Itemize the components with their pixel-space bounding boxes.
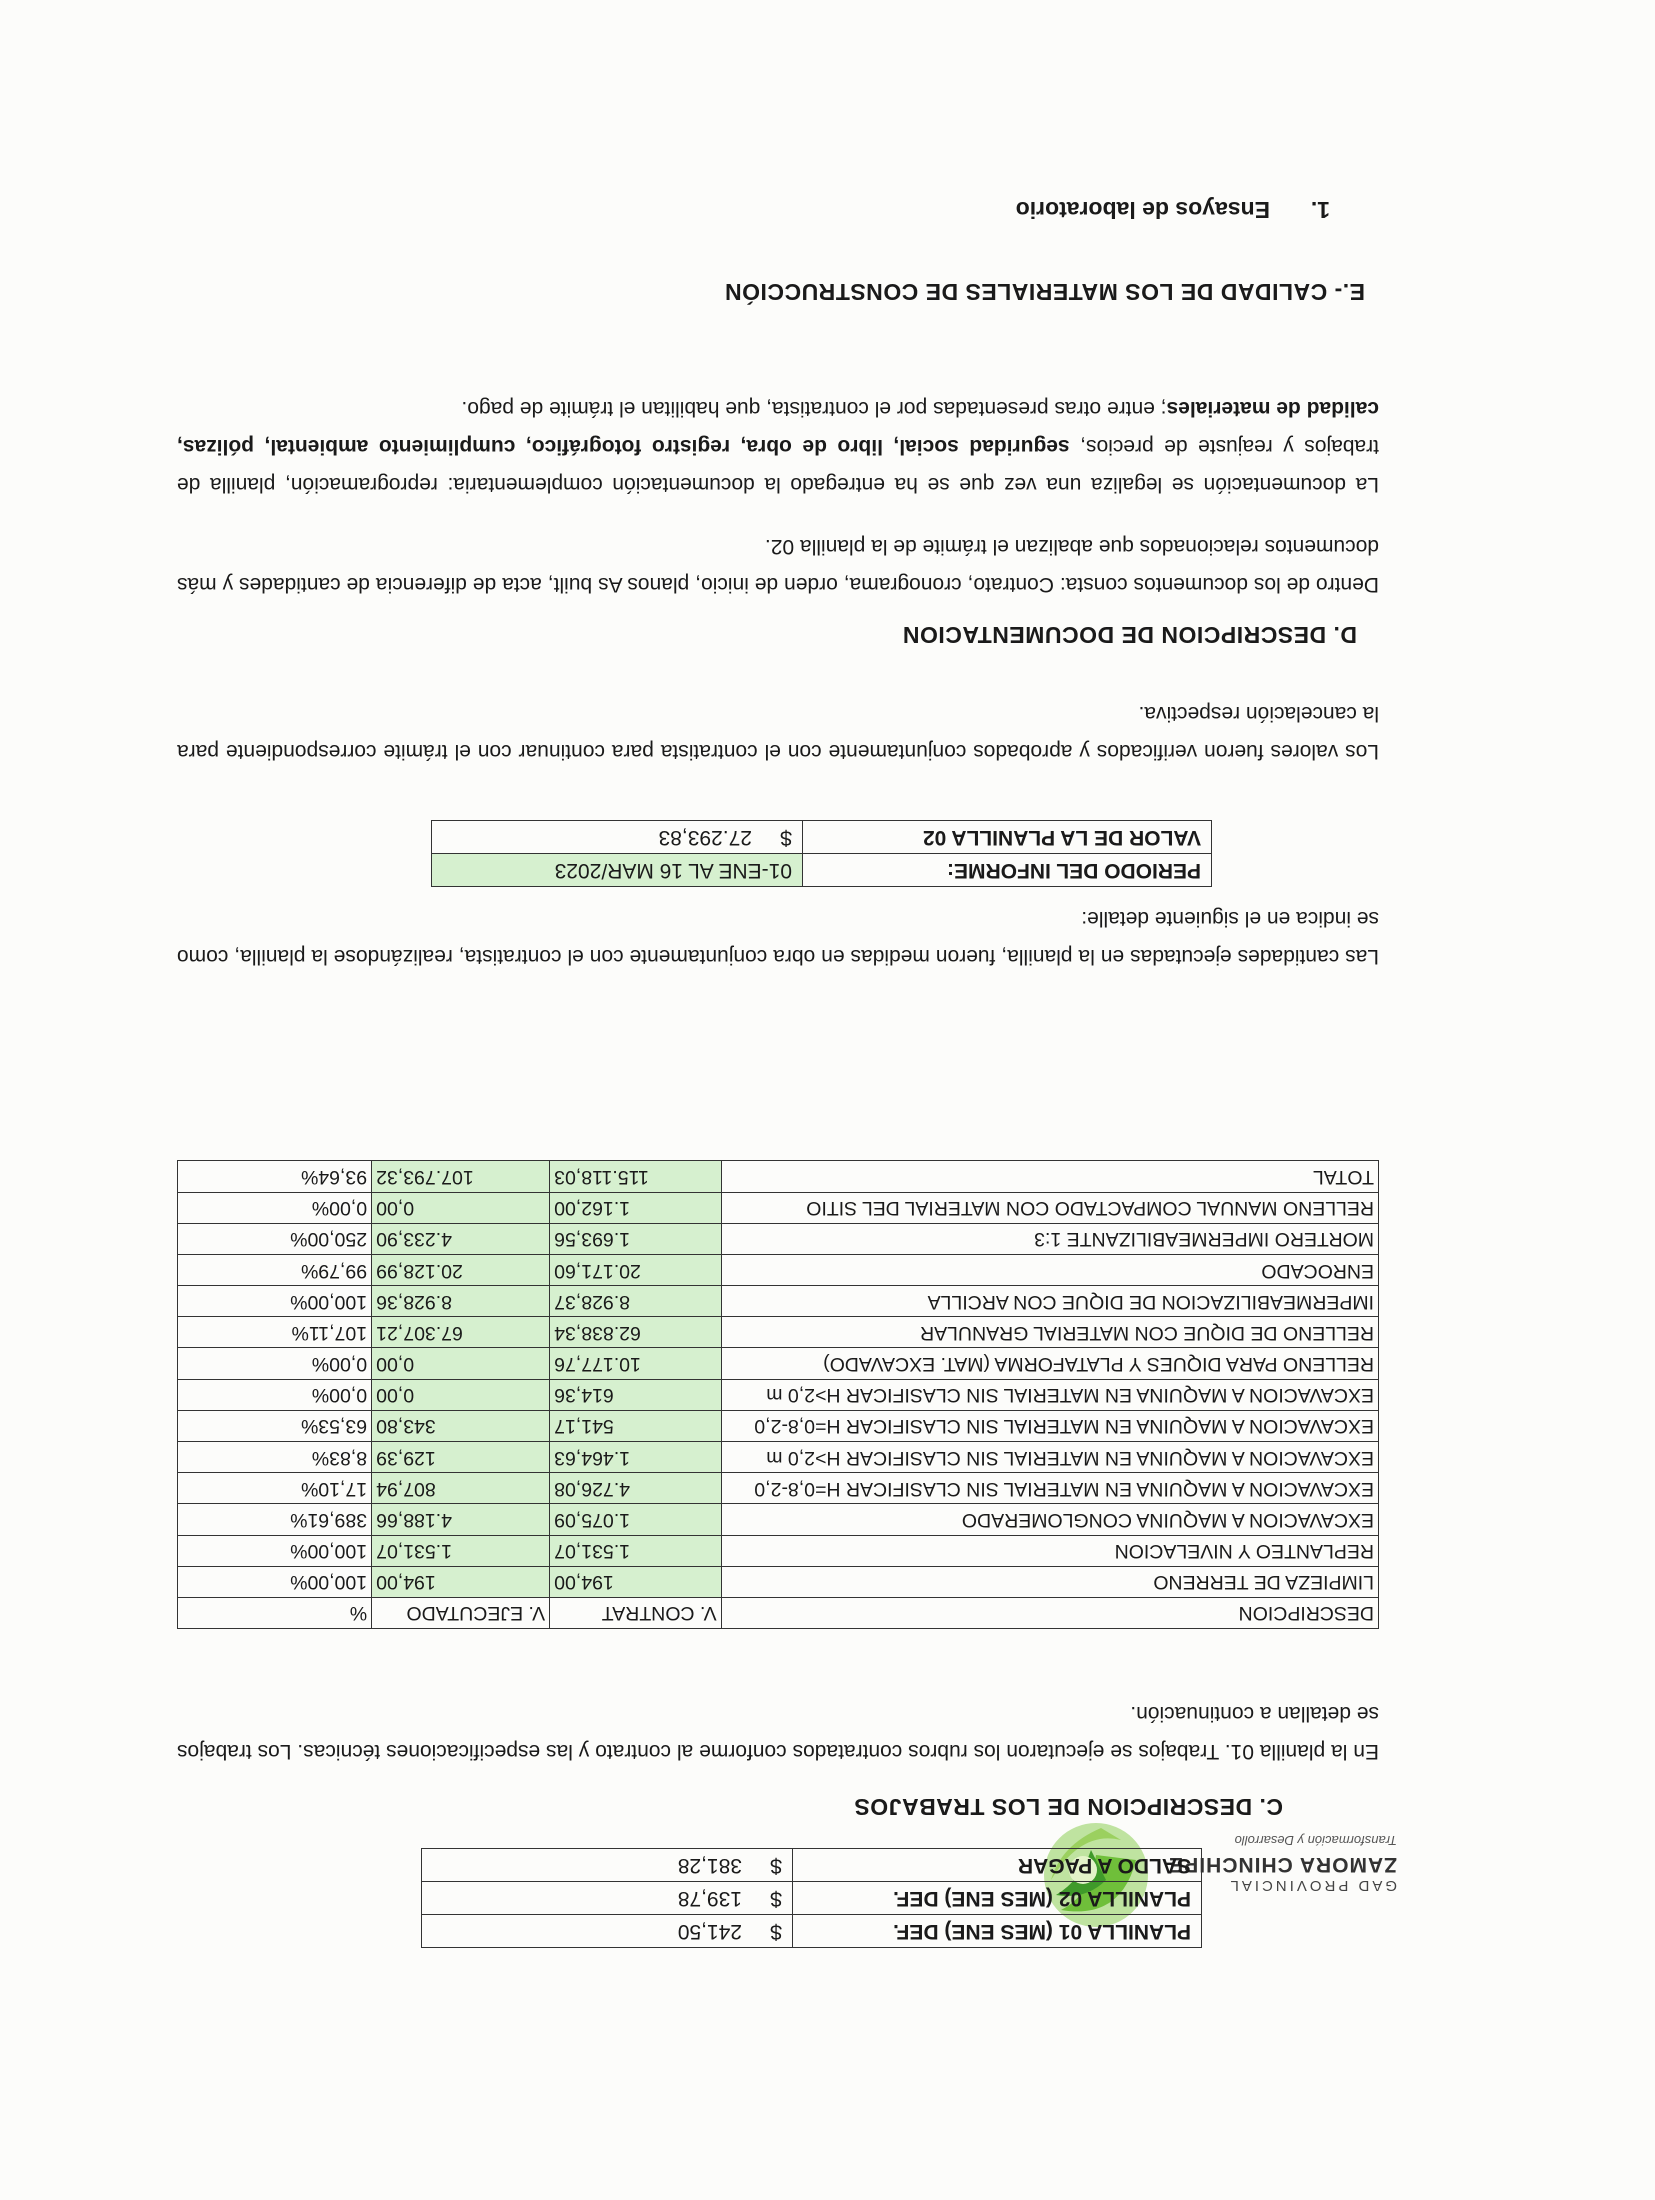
contract-value-cell: 62.838,34 <box>550 1317 721 1348</box>
payment-amount: 241,50 <box>677 1920 742 1943</box>
item-number: 1. <box>1310 197 1330 223</box>
executed-value-cell: 0,00 <box>372 1379 550 1410</box>
lab-tests-item <box>1016 196 1330 223</box>
section-d-title: D. DESCRIPCION DE DOCUMENTACION <box>902 622 1357 648</box>
period-value: 01-ENE AL 16 MAR/2023 <box>432 854 803 887</box>
percent-cell: 0,00% <box>178 1348 372 1379</box>
logo-slogan: Transformación y Desarrollo <box>1234 1833 1397 1848</box>
col-header-contract: V. CONTRAT <box>550 1598 721 1629</box>
table-row <box>178 1473 1379 1504</box>
table-row <box>422 1915 1202 1948</box>
balance-amount: 381,28 <box>677 1854 742 1877</box>
measure-text: Las cantidades ejecutadas en la planilla, fueron medidas en obra conjuntamente con el contratista, realizándose la planilla, como se indica en el siguiente detalle: <box>177 907 1379 968</box>
percent-cell: 0,00% <box>178 1192 372 1223</box>
percent-cell: 100,00% <box>178 1286 372 1317</box>
payment-label: PLANILLA 02 (MES ENE) DEF. <box>793 1882 1202 1915</box>
executed-value-cell: 107.793,32 <box>372 1161 550 1192</box>
contract-value-cell: 1.162,00 <box>550 1192 721 1223</box>
table-row <box>178 1379 1379 1410</box>
table-row <box>178 1286 1379 1317</box>
executed-value-cell: 8.928,36 <box>372 1286 550 1317</box>
contract-value-cell: 8.928,37 <box>550 1286 721 1317</box>
contract-value-cell: 115.118,03 <box>550 1161 721 1192</box>
col-header-executed: V. EJECUTADO <box>372 1598 550 1629</box>
planilla-value-amount: 27.293,83 <box>658 826 752 849</box>
executed-value-cell: 1.531,07 <box>372 1535 550 1566</box>
report-table <box>431 820 1212 887</box>
description-cell: REPLANTEO Y NIVELACION <box>721 1535 1378 1566</box>
table-header-row <box>178 1598 1379 1629</box>
contract-value-cell: 1.075,09 <box>550 1504 721 1535</box>
percent-cell: 17,10% <box>178 1473 372 1504</box>
table-row <box>178 1254 1379 1285</box>
table-row <box>178 1192 1379 1223</box>
contract-value-cell: 10.177,76 <box>550 1348 721 1379</box>
executed-value-cell: 0,00 <box>372 1192 550 1223</box>
payments-table <box>421 1848 1202 1948</box>
works-table <box>177 1160 1379 1629</box>
percent-cell: 389,61% <box>178 1504 372 1535</box>
planilla-value-label: VALOR DE LA PLANILLA 02 <box>803 821 1212 854</box>
executed-value-cell: 343,80 <box>372 1410 550 1441</box>
section-d-paragraph-2: La documentación se legaliza una vez que se ha entregado la documentación complementaria: reprogramación, planilla de trabajos y reajuste de precios, seguridad social, libro de obra, registro fotográfico, cumplimiento ambiental, pólizas, calidad de materiales; entre otras presentadas por el contratista, que habilitan el trámite de pago. <box>177 397 1379 496</box>
percent-cell: 107,11% <box>178 1317 372 1348</box>
description-cell: MORTERO IMPERMEABILIZANTE 1:3 <box>721 1223 1378 1254</box>
description-cell: RELLENO MANUAL COMPACTADO CON MATERIAL DEL SITIO <box>721 1192 1378 1223</box>
contract-value-cell: 1.693,56 <box>550 1223 721 1254</box>
balance-label: SALDO A PAGAR <box>793 1849 1202 1882</box>
verified-text: Los valores fueron verificados y aprobados conjuntamente con el contratista para continuar con el trámite correspondiente para la cancelación respectiva. <box>177 702 1379 763</box>
executed-value-cell: 67.307,21 <box>372 1317 550 1348</box>
description-cell: IMPERMEABILIZACION DE DIQUE CON ARCILLA <box>721 1286 1378 1317</box>
contract-value-cell: 1.531,07 <box>550 1535 721 1566</box>
table-row <box>178 1410 1379 1441</box>
description-cell: RELLENO PARA DIQUES Y PLATAFORMA (MAT. EXCAVADO) <box>721 1348 1378 1379</box>
table-row <box>432 821 1212 854</box>
executed-value-cell: 129,39 <box>372 1442 550 1473</box>
percent-cell: 63,53% <box>178 1410 372 1441</box>
contract-value-cell: 1.464,63 <box>550 1442 721 1473</box>
required-documents: seguridad social, libro de obra, registro fotográfico, cumplimiento ambiental, pólizas, calidad de materiales <box>177 397 1379 458</box>
contract-value-cell: 194,00 <box>550 1566 721 1597</box>
description-cell: ENROCADO <box>721 1254 1378 1285</box>
contract-value-cell: 614,36 <box>550 1379 721 1410</box>
description-cell: EXCAVACION A MAQUINA EN MATERIAL SIN CLASIFICAR H>2,0 m <box>721 1379 1378 1410</box>
total-row <box>178 1161 1379 1192</box>
payment-label: PLANILLA 01 (MES ENE) DEF. <box>793 1915 1202 1948</box>
currency: $ <box>780 826 792 849</box>
item-text: Ensayos de laboratorio <box>1015 197 1270 223</box>
table-row <box>422 1882 1202 1915</box>
percent-cell: 8,83% <box>178 1442 372 1473</box>
executed-value-cell: 4.233,90 <box>372 1223 550 1254</box>
table-row <box>178 1442 1379 1473</box>
currency: $ <box>770 1887 782 1910</box>
table-row <box>178 1317 1379 1348</box>
section-c-intro: En la planilla 01. Trabajos se ejecutaron los rubros contratados conforme al contrato y las especificaciones técnicas. Los trabajos se detallan a continuación. <box>177 1702 1379 1763</box>
executed-value-cell: 807,94 <box>372 1473 550 1504</box>
executed-value-cell: 20.128,99 <box>372 1254 550 1285</box>
table-row <box>178 1348 1379 1379</box>
percent-cell: 100,00% <box>178 1535 372 1566</box>
table-row <box>178 1566 1379 1597</box>
contract-value-cell: 541,17 <box>550 1410 721 1441</box>
section-d-paragraph-1: Dentro de los documentos consta: Contrato, cronograma, orden de inicio, planos As built, acta de diferencia de cantidades y más documentos relacionados que abalizan el trámite de la planilla 02. <box>177 535 1379 596</box>
table-row <box>178 1504 1379 1535</box>
description-cell: TOTAL <box>721 1161 1378 1192</box>
logo-name: ZAMORA CHINCHIPE <box>1168 1853 1397 1876</box>
percent-cell: 250,00% <box>178 1223 372 1254</box>
works-table-body <box>178 1161 1379 1598</box>
executed-value-cell: 194,00 <box>372 1566 550 1597</box>
col-header-description: DESCRIPCION <box>721 1598 1378 1629</box>
description-cell: EXCAVACION A MAQUINA CONGLOMERADO <box>721 1504 1378 1535</box>
description-cell: EXCAVACION A MAQUINA EN MATERIAL SIN CLASIFICAR H>2,0 m <box>721 1442 1378 1473</box>
table-row <box>432 854 1212 887</box>
description-cell: EXCAVACION A MAQUINA EN MATERIAL SIN CLASIFICAR H=0,8-2,0 <box>721 1410 1378 1441</box>
percent-cell: 93,64% <box>178 1161 372 1192</box>
percent-cell: 100,00% <box>178 1566 372 1597</box>
section-c-title: C. DESCRIPCION DE LOS TRABAJOS <box>853 1794 1283 1820</box>
contract-value-cell: 4.726,08 <box>550 1473 721 1504</box>
executed-value-cell: 0,00 <box>372 1348 550 1379</box>
table-row <box>178 1223 1379 1254</box>
currency: $ <box>770 1854 782 1877</box>
payment-amount: 139,78 <box>677 1887 742 1910</box>
description-cell: EXCAVACION A MAQUINA EN MATERIAL SIN CLASIFICAR H=0,8-2,0 <box>721 1473 1378 1504</box>
percent-cell: 99,79% <box>178 1254 372 1285</box>
executed-value-cell: 4.188,66 <box>372 1504 550 1535</box>
table-row <box>178 1535 1379 1566</box>
description-cell: LIMPIEZA DE TERRENO <box>721 1566 1378 1597</box>
logo-org: GAD PROVINCIAL <box>1227 1877 1397 1894</box>
currency: $ <box>770 1920 782 1943</box>
table-row <box>422 1849 1202 1882</box>
period-label: PERIODO DEL INFORME: <box>803 854 1212 887</box>
percent-cell: 0,00% <box>178 1379 372 1410</box>
description-cell: RELLENO DE DIQUE CON MATERIAL GRANULAR <box>721 1317 1378 1348</box>
section-e-title: E.- CALIDAD DE LOS MATERIALES DE CONSTRUCCIÓN <box>724 279 1365 305</box>
contract-value-cell: 20.171,60 <box>550 1254 721 1285</box>
col-header-percent: % <box>178 1598 372 1629</box>
